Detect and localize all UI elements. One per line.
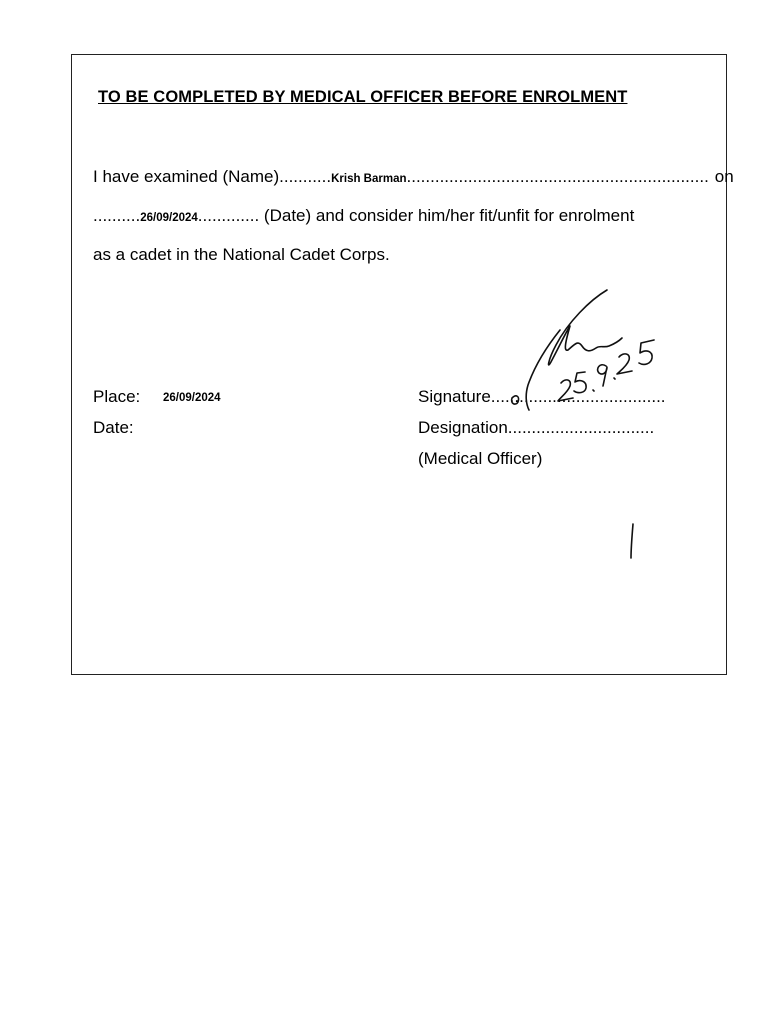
designation-label: Designation............................... [418, 418, 655, 437]
handwritten-digit-5b [639, 340, 654, 364]
exam-date-prefix: .......... [93, 206, 141, 225]
signature-stroke-2 [526, 330, 560, 410]
signature-stroke [549, 290, 622, 365]
ncc-statement: as a cadet in the National Cadet Corps. [93, 245, 390, 264]
examined-name-prefix: I have examined (Name)........... [93, 167, 332, 186]
place-label: Place: [93, 387, 141, 406]
handwritten-dot-2 [614, 378, 615, 379]
exam-date-dots: ............. [197, 206, 260, 225]
handwritten-digit-2b [617, 354, 632, 374]
handwritten-digit-2a [558, 380, 573, 401]
handwritten-dot-1 [593, 390, 594, 391]
fitness-statement: (Date) and consider him/her fit/unfit for enrolment [259, 206, 635, 225]
place-value: 26/09/2024 [163, 392, 221, 404]
medical-officer-label: (Medical Officer) [418, 449, 543, 468]
date-label: Date: [93, 418, 134, 437]
handwritten-digit-5a [574, 372, 586, 393]
handwritten-digit-9 [598, 365, 607, 386]
exam-date-value: 26/09/2024 [140, 212, 198, 224]
name-dots: ................................................................ [406, 167, 709, 186]
signature-label: Signature..................................... [418, 387, 666, 406]
signature-stroke-3 [512, 396, 519, 404]
on-word: on [714, 167, 734, 186]
candidate-name-value: Krish Barman [331, 173, 407, 185]
form-heading: TO BE COMPLETED BY MEDICAL OFFICER BEFORE ENROLMENT [98, 88, 628, 106]
stray-pen-mark [631, 524, 633, 558]
